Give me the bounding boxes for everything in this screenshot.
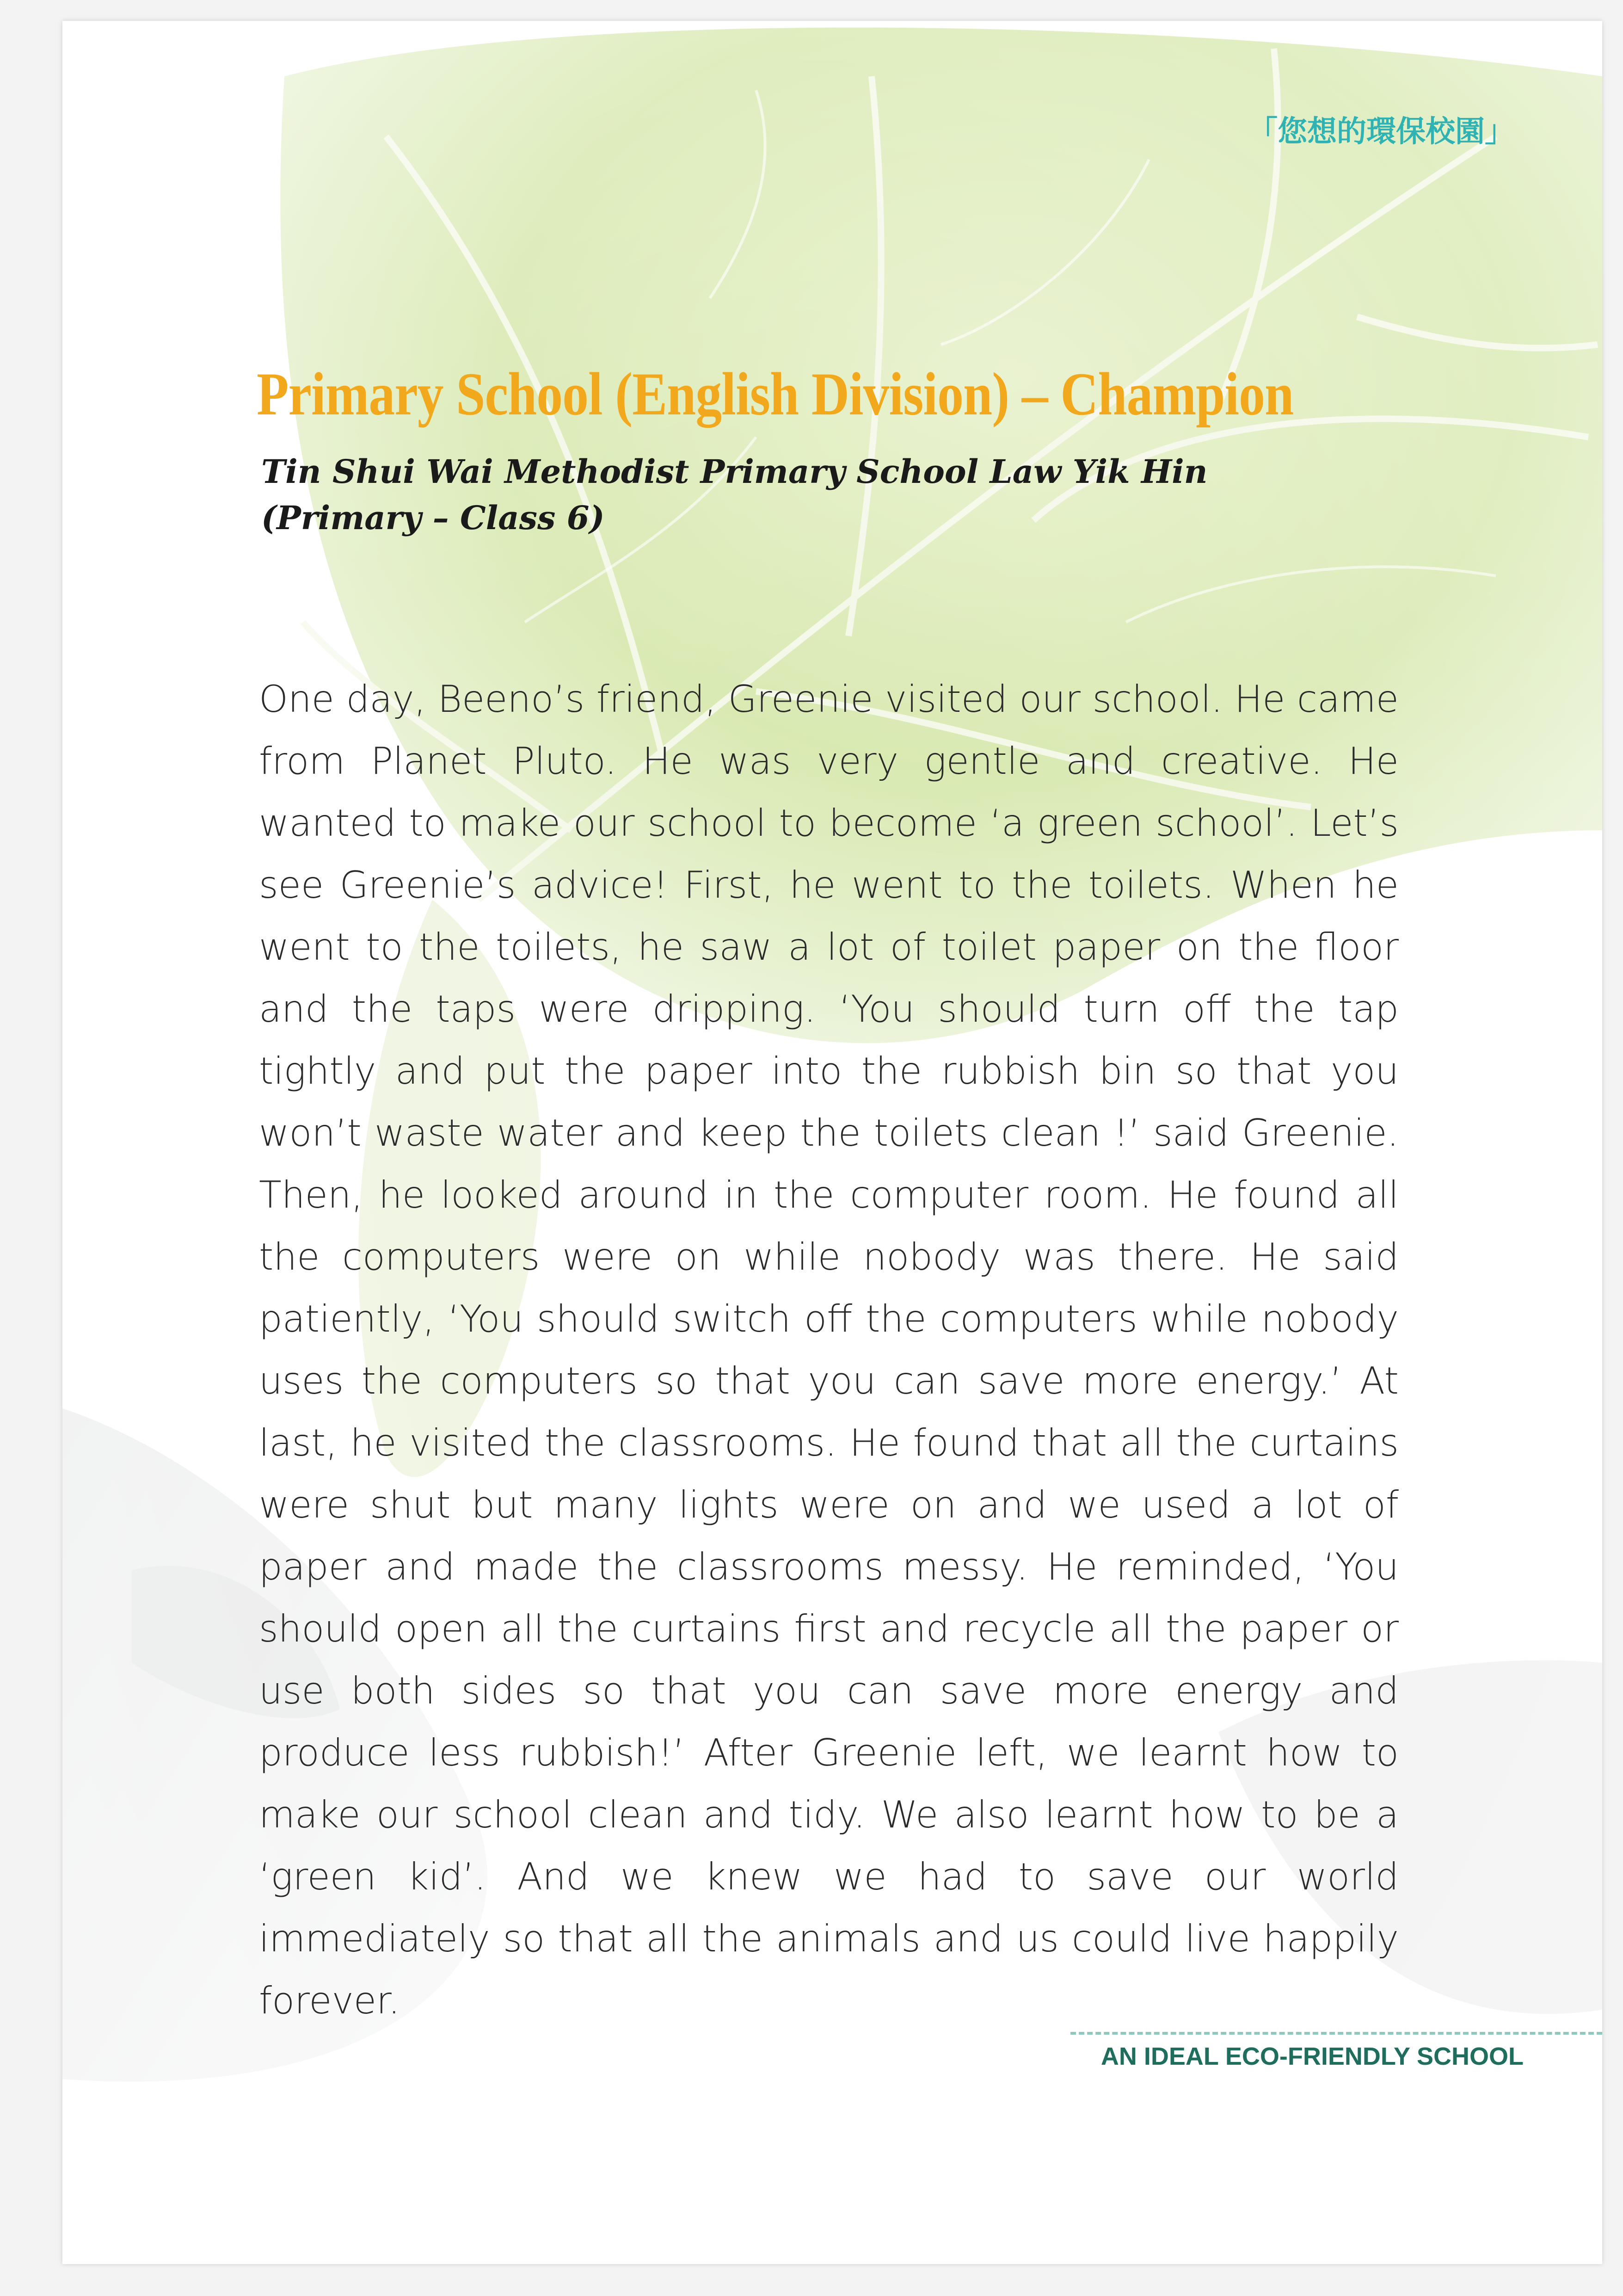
article-heading: Primary School (English Division) – Champion [257, 360, 1294, 428]
article-body: One day, Beeno’s friend, Greenie visited our school. He came from Planet Pluto. He was very gentle and creative. He wanted to make our school to become ‘a green school’. Let’s see Greenie’s advice! First, he went to the toilets. When he went to the toilets, he saw a lot of toilet paper on the floor and the taps were dripping. ‘You should turn off the tap tightly and put the paper into the rubbish bin so that you won’t waste water and keep the toilets clean !’ said Greenie. Then, he looked around in the computer room. He found all the computers were on while nobody was there. He said patiently, ‘You should switch off the computers while nobody uses the computers so that you can save more energy.’ At last, he visited the classrooms. He found that all the curtains were shut but many lights were on and we used a lot of paper and made the classrooms messy. He reminded, ‘You should open all the curtains first and recycle all the paper or use both sides so that you can save more energy and produce less rubbish!’ After Greenie left, we learnt how to make our school clean and tidy. We also learnt how to be a ‘green kid’. And we knew we had to save our world immediately so that all the animals and us could live happily forever. [259, 678, 1399, 2022]
author-name: Tin Shui Wai Methodist Primary School Law Yik Hin [261, 452, 1208, 491]
chinese-title: 「您想的環保校園」 [1248, 115, 1514, 149]
author-class: (Primary – Class 6) [261, 499, 605, 537]
page [62, 21, 1602, 2264]
author-block [261, 449, 1417, 541]
footer-dashed-rule [1070, 2032, 1602, 2035]
footer-label: AN IDEAL ECO-FRIENDLY SCHOOL [1100, 2043, 1524, 2070]
